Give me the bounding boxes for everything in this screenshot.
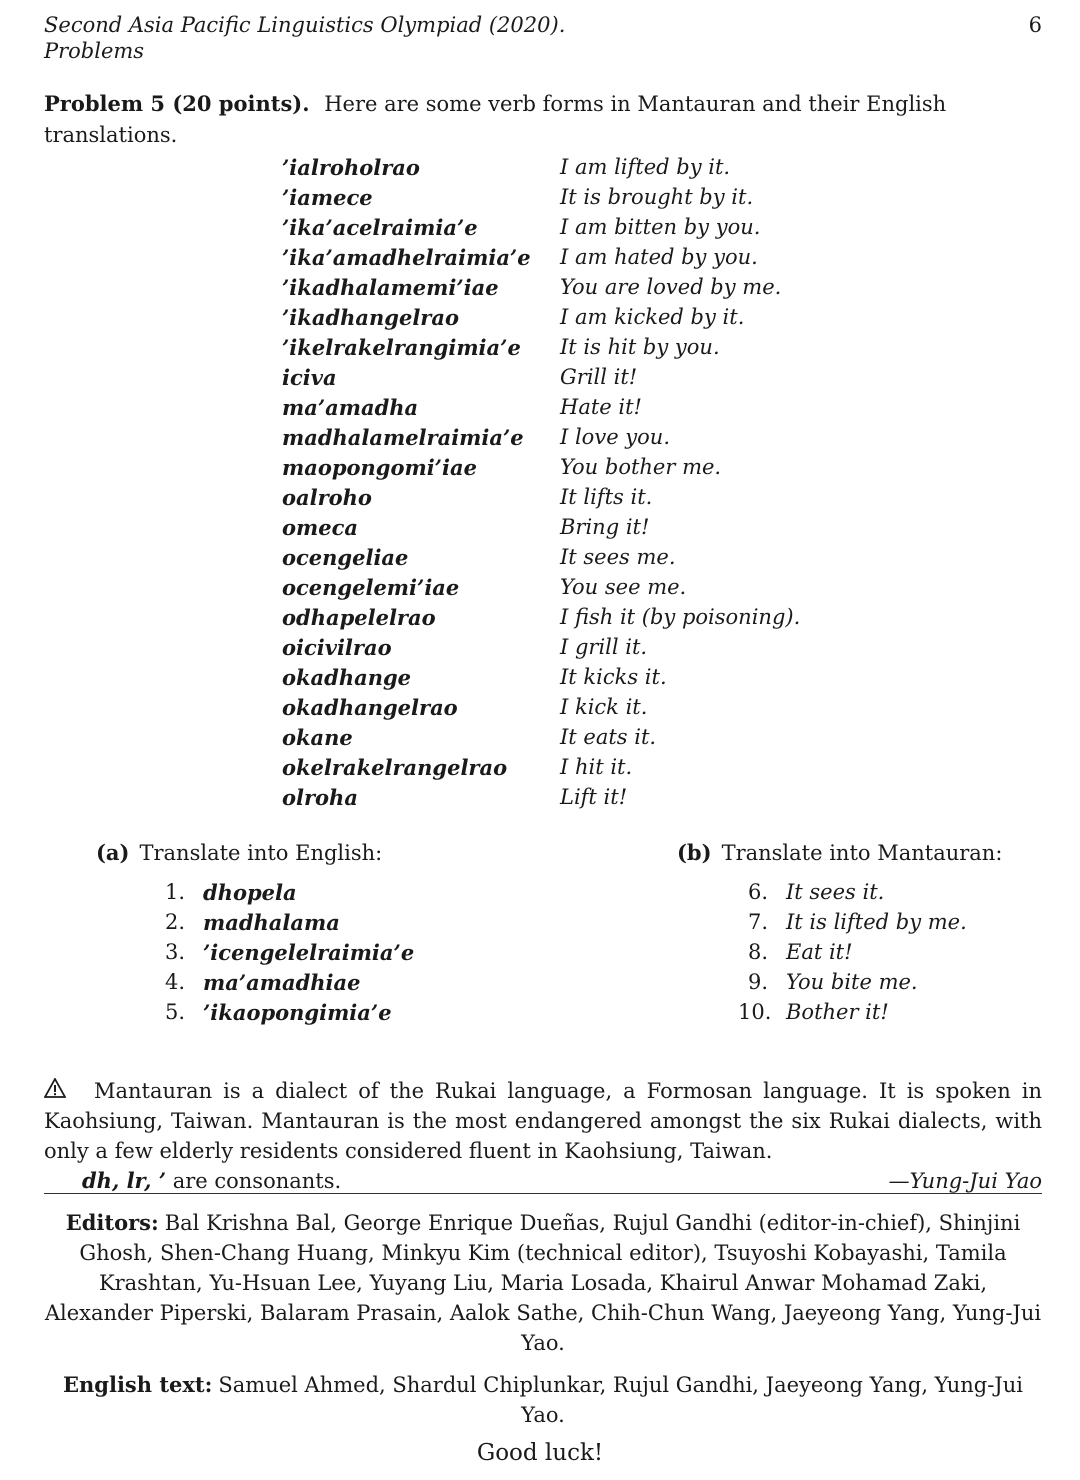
english-translation: I hit it. [560,755,633,779]
english-translation: You are loved by me. [560,275,782,299]
question-number: 10. [738,1000,772,1024]
table-row [282,542,800,572]
mantauran-form: ’ikelrakelrangimia’e [282,334,521,360]
task-a-instruction: Translate into English: [139,841,383,865]
header-subtitle: Problems [44,39,145,63]
problem-heading: Problem 5 (20 points). [44,91,310,116]
question-number: 4. [164,970,185,994]
mantauran-form: madhalamelraimia’e [282,424,524,450]
mantauran-form: iciva [282,364,337,390]
table-row [282,752,800,782]
english-translation: I am lifted by it. [560,155,731,179]
table-row [282,242,800,272]
question-number: 5. [164,1000,185,1024]
question-text: Eat it! [786,940,853,964]
english-translation: It kicks it. [560,665,667,689]
table-row [282,182,800,212]
english-translation: It is brought by it. [560,185,754,209]
table-row [282,212,800,242]
closing-text: Good luck! [476,1440,604,1466]
question-text: Bother it! [786,1000,889,1024]
task-b-list [738,877,967,1027]
table-row [282,512,800,542]
page-number: 6 [1028,13,1042,37]
mantauran-form: ma’amadha [282,394,419,420]
task-a-list [155,877,414,1027]
mantauran-form: ocengelemi’iae [282,574,460,600]
mantauran-form: ’ika’amadhelraimia’e [282,244,531,270]
task-b-heading [677,838,1002,868]
warning-icon [44,1076,66,1106]
question-number: 3. [164,940,185,964]
question-number: 8. [747,940,768,964]
table-row [282,272,800,302]
table-row [282,302,800,332]
question-item [738,967,967,997]
question-text: ’ikaopongimia’e [203,999,392,1025]
mantauran-form: oicivilrao [282,634,392,660]
language-note [44,1076,1042,1166]
english-translation: I am bitten by you. [560,215,761,239]
mantauran-form: ocengeliae [282,544,409,570]
question-text: ma’amadhiae [203,969,361,995]
task-b-instruction: Translate into Mantauran: [721,841,1003,865]
consonant-letters: dh, lr, ’ [82,1168,167,1193]
running-header [44,12,565,64]
mantauran-form: omeca [282,514,358,540]
mantauran-form: okadhange [282,664,412,690]
table-row [282,632,800,662]
mantauran-form: olroha [282,784,358,810]
question-item [738,997,967,1027]
english-translation: I am kicked by it. [560,305,745,329]
question-text: It is lifted by me. [786,910,967,934]
table-row [282,722,800,752]
question-item [155,937,414,967]
mantauran-form: ’ialroholrao [282,154,420,180]
question-number: 2. [164,910,185,934]
mantauran-form: okelrakelrangelrao [282,754,508,780]
consonants-suffix: are consonants. [166,1169,342,1193]
english-translation: Lift it! [560,785,628,809]
table-row [282,662,800,692]
english-translation: It lifts it. [560,485,653,509]
english-text-label: English text: [63,1372,213,1397]
mantauran-form: oalroho [282,484,372,510]
task-a-label: (a) [96,840,130,865]
table-row [282,332,800,362]
english-translation: It is hit by you. [560,335,720,359]
question-item [738,907,967,937]
table-row [282,422,800,452]
english-translation: Bring it! [560,515,650,539]
question-text: You bite me. [786,970,918,994]
english-translation: I grill it. [560,635,648,659]
english-translation: It eats it. [560,725,657,749]
editors-names: Bal Krishna Bal, George Enrique Dueñas, Rujul Gandhi (editor-in-chief), Shinjini Ghosh, Shen-Chang Huang, Minkyu Kim (technical editor), Tsuyoshi Kobayashi, Tamila Krashtan, Yu-Hsuan Lee, Yuyang Liu, Maria Losada, Khairul Anwar Mohamad Zaki, Alexander Piperski, Balaram Prasain, Aalok Sathe, Chih-Chun Wang, Jaeyeong Yang, Yung-Jui Yao. [44,1211,1042,1355]
question-text: It sees it. [786,880,885,904]
english-text-names: Samuel Ahmed, Shardul Chiplunkar, Rujul Gandhi, Jaeyeong Yang, Yung-Jui Yao. [218,1373,1023,1427]
question-text: ’icengelelraimia’e [203,939,415,965]
english-translation: Grill it! [560,365,638,389]
english-translation: You see me. [560,575,687,599]
translation-table [282,152,800,812]
table-row [282,452,800,482]
mantauran-form: okane [282,724,353,750]
english-translation: I am hated by you. [560,245,758,269]
consonants-note [82,1166,341,1196]
english-translation: I kick it. [560,695,648,719]
english-translation: I fish it (by poisoning). [560,605,801,629]
divider [44,1193,1042,1194]
mantauran-form: okadhangelrao [282,694,458,720]
question-item [155,997,414,1027]
note-text: Mantauran is a dialect of the Rukai language, a Formosan language. It is spoken in Kaohsiung, Taiwan. Mantauran is the most endangered amongst the six Rukai dialects, with only a few elderly residents considered fluent in Kaohsiung, Taiwan. [44,1079,1042,1163]
english-text-credits [44,1370,1042,1430]
english-translation: It sees me. [560,545,676,569]
problem-intro-text: Here are some verb forms in Mantauran and their English translations. [44,92,947,147]
mantauran-form: maopongomi’iae [282,454,477,480]
question-number: 1. [164,880,185,904]
table-row [282,602,800,632]
question-number: 6. [747,880,768,904]
question-item [155,877,414,907]
english-translation: You bother me. [560,455,722,479]
question-number: 9. [747,970,768,994]
question-item [738,877,967,907]
task-a-heading [96,838,382,868]
table-row [282,572,800,602]
question-number: 7. [747,910,768,934]
editors-label: Editors: [65,1210,159,1235]
table-row [282,482,800,512]
header-title: Second Asia Pacific Linguistics Olympiad (2020). [44,13,566,37]
question-item [155,967,414,997]
editors-credits [44,1208,1042,1358]
mantauran-form: ’iamece [282,184,373,210]
table-row [282,152,800,182]
table-row [282,362,800,392]
problem-intro [44,88,1044,151]
problem-author: —Yung-Jui Yao [888,1169,1042,1193]
question-text: madhalama [203,909,340,935]
table-row [282,782,800,812]
mantauran-form: ’ikadhalamemi’iae [282,274,499,300]
english-translation: I love you. [560,425,671,449]
mantauran-form: odhapelelrao [282,604,436,630]
task-b-label: (b) [677,840,712,865]
table-row [282,692,800,722]
mantauran-form: ’ikadhangelrao [282,304,459,330]
question-text: dhopela [203,879,297,905]
table-row [282,392,800,422]
question-item [155,907,414,937]
mantauran-form: ’ika’acelraimia’e [282,214,478,240]
question-item [738,937,967,967]
english-translation: Hate it! [560,395,642,419]
